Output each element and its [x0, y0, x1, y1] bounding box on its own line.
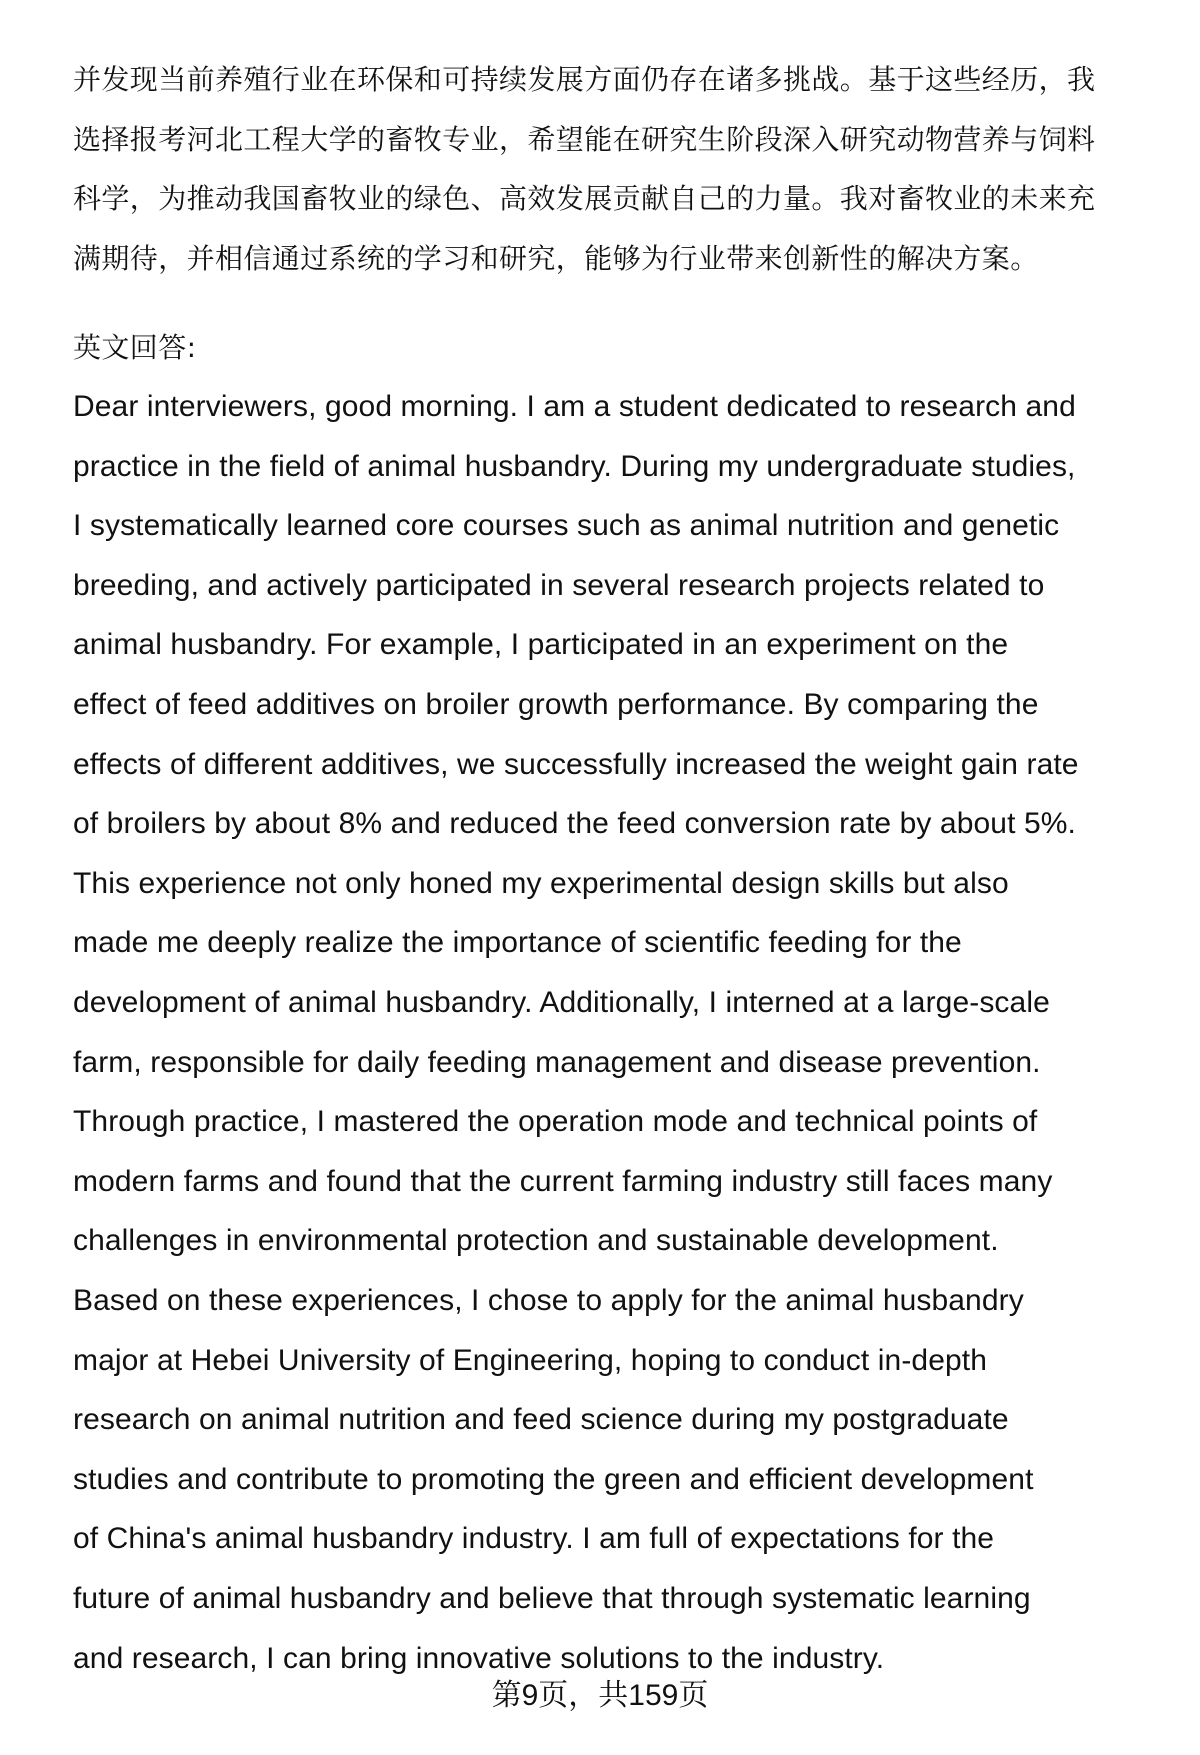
english-paragraph-line: and research, I can bring innovative solutions to the industry.	[73, 1641, 885, 1675]
english-paragraph-line: challenges in environmental protection and sustainable development.	[73, 1224, 999, 1258]
english-paragraph-line: of China's animal husbandry industry. I am full of expectations for the	[73, 1522, 995, 1556]
english-paragraph-line: research on animal nutrition and feed science during my postgraduate	[73, 1403, 1009, 1437]
english-paragraph-line: major at Hebei University of Engineering, hoping to conduct in-depth	[73, 1343, 987, 1377]
english-paragraph-line: studies and contribute to promoting the green and efficient development	[73, 1462, 1034, 1496]
chinese-paragraph-line: 满期待，并相信通过系统的学习和研究，能够为行业带来创新性的解决方案。	[73, 241, 1039, 275]
english-paragraph-line: practice in the field of animal husbandry. During my undergraduate studies,	[73, 449, 1076, 483]
english-paragraph-line: Based on these experiences, I chose to apply for the animal husbandry	[73, 1284, 1024, 1317]
chinese-paragraph-line: 科学，为推动我国畜牧业的绿色、高效发展贡献自己的力量。我对畜牧业的未来充	[73, 182, 1096, 216]
page-number-footer: 第9页，共159页	[491, 1679, 709, 1712]
english-paragraph-line: Through practice, I mastered the operation mode and technical points of	[73, 1105, 1038, 1139]
english-paragraph-line: effect of feed additives on broiler growth performance. By comparing the	[73, 688, 1039, 721]
english-paragraph-line: I systematically learned core courses such as animal nutrition and genetic	[73, 509, 1060, 543]
english-paragraph-line: future of animal husbandry and believe that through systematic learning	[73, 1582, 1031, 1615]
english-paragraph-line: made me deeply realize the importance of scientific feeding for the	[73, 926, 962, 960]
english-paragraph-line: modern farms and found that the current farming industry still faces many	[73, 1164, 1053, 1198]
chinese-paragraph-line: 并发现当前养殖行业在环保和可持续发展方面仍存在诸多挑战。基于这些经历，我	[73, 63, 1096, 96]
english-answer-heading: 英文回答:	[73, 331, 197, 364]
english-paragraph-line: development of animal husbandry. Additionally, I interned at a large-scale	[73, 986, 1050, 1019]
english-paragraph-line: of broilers by about 8% and reduced the feed conversion rate by about 5%.	[73, 807, 1076, 841]
english-paragraph-line: breeding, and actively participated in several research projects related to	[73, 568, 1045, 602]
english-paragraph-line: animal husbandry. For example, I participated in an experiment on the	[73, 628, 1009, 662]
english-paragraph-line: Dear interviewers, good morning. I am a student dedicated to research and	[73, 390, 1076, 423]
english-paragraph-line: farm, responsible for daily feeding management and disease prevention.	[73, 1045, 1041, 1079]
english-paragraph-line: This experience not only honed my experimental design skills but also	[73, 866, 1009, 900]
english-paragraph-line: effects of different additives, we successfully increased the weight gain rate	[73, 747, 1079, 781]
chinese-paragraph-line: 选择报考河北工程大学的畜牧专业，希望能在研究生阶段深入研究动物营养与饲料	[73, 122, 1096, 156]
